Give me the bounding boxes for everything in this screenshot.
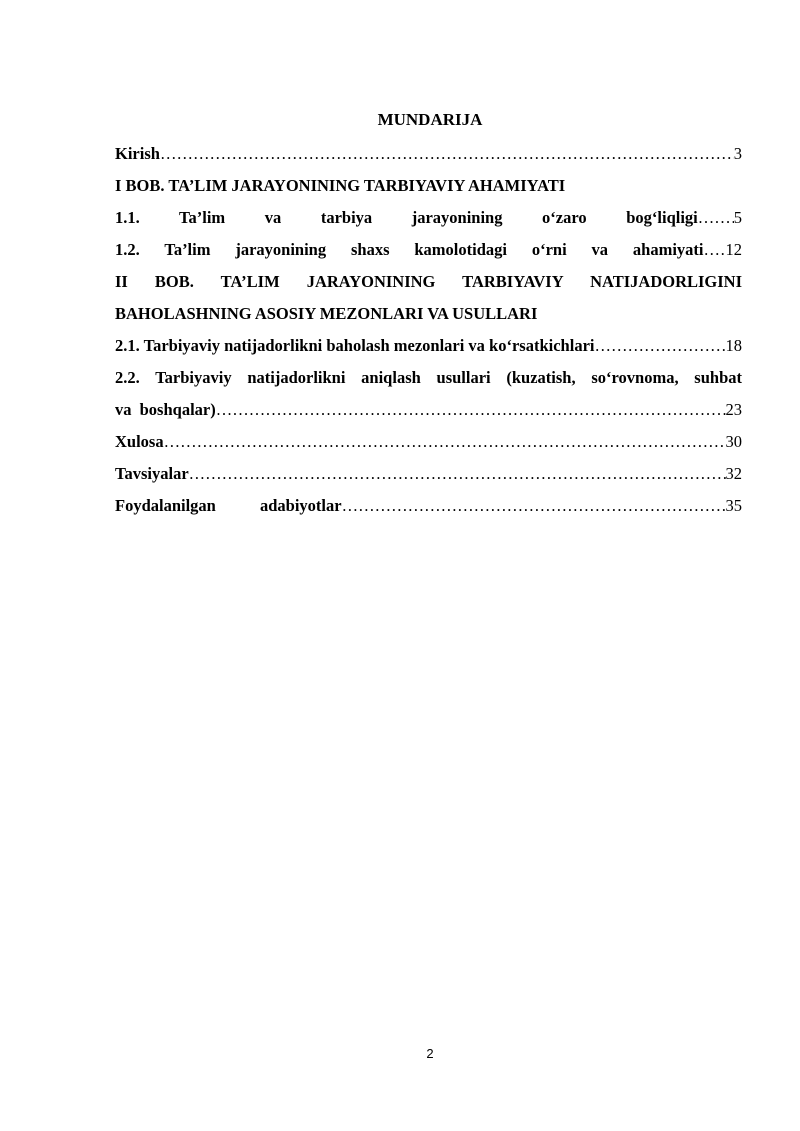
toc-entry-page: 5 [733, 208, 742, 227]
toc-leader-dots [189, 458, 726, 490]
toc-entry-title: Xulosa [115, 432, 164, 451]
toc-entry-tavsiyalar [115, 458, 742, 490]
toc-chapter-2-heading-line2: BAHOLASHNING ASOSIY MEZONLARI VA USULLARI [115, 304, 538, 323]
toc-entry-page: 23 [725, 400, 742, 419]
toc-leader-dots [704, 234, 726, 266]
toc-entry-title: 2.1. Tarbiyaviy natijadorlikni baholash mezonlari va ko‘rsatkichlari [115, 336, 595, 355]
toc-entry-page: 35 [725, 496, 742, 515]
toc-entry-2-2 [115, 394, 742, 426]
toc-leader-dots [342, 490, 726, 522]
toc-leader-dots [698, 202, 734, 234]
toc-leader-dots [164, 426, 726, 458]
toc-entry-2-2-line1: 2.2. Tarbiyaviy natijadorlikni aniqlash usullari (kuzatish, so‘rovnoma, suhbat [115, 368, 742, 387]
toc-entry-page: 18 [725, 336, 742, 355]
toc-entry-2-1 [115, 330, 742, 362]
toc-entry-page: 3 [733, 144, 742, 163]
toc-leader-dots [216, 394, 726, 426]
toc-entry-page: 12 [725, 240, 742, 259]
toc-leader-dots [594, 330, 725, 362]
toc-entry-page: 32 [725, 464, 742, 483]
toc-leader-dots [160, 138, 734, 170]
toc-entry-page: 30 [725, 432, 742, 451]
toc-entry-title: va boshqalar) [115, 400, 216, 419]
toc-entry-title: Tavsiyalar [115, 464, 189, 483]
toc-entry-1-1 [115, 202, 742, 234]
page-number: 2 [426, 1046, 434, 1061]
toc-entry-xulosa [115, 426, 742, 458]
toc-entry-title: Foydalanilgan adabiyotlar [115, 496, 342, 515]
toc-entry-kirish [115, 138, 742, 170]
toc-entry-title: 1.1. Ta’lim va tarbiya jarayonining o‘zaro bog‘liqligi [115, 208, 698, 227]
toc-chapter-1-heading: I BOB. TA’LIM JARAYONINING TARBIYAVIY AHAMIYATI [115, 176, 566, 195]
table-of-contents [115, 138, 742, 522]
toc-entry-title: 1.2. Ta’lim jarayonining shaxs kamolotidagi o‘rni va ahamiyati [115, 240, 704, 259]
toc-entry-title: Kirish [115, 144, 160, 163]
toc-entry-1-2 [115, 234, 742, 266]
toc-entry-adabiyotlar [115, 490, 742, 522]
toc-chapter-2-heading-line1: II BOB. TA’LIM JARAYONINING TARBIYAVIY NATIJADORLIGINI [115, 272, 742, 291]
toc-title: MUNDARIJA [377, 110, 483, 129]
